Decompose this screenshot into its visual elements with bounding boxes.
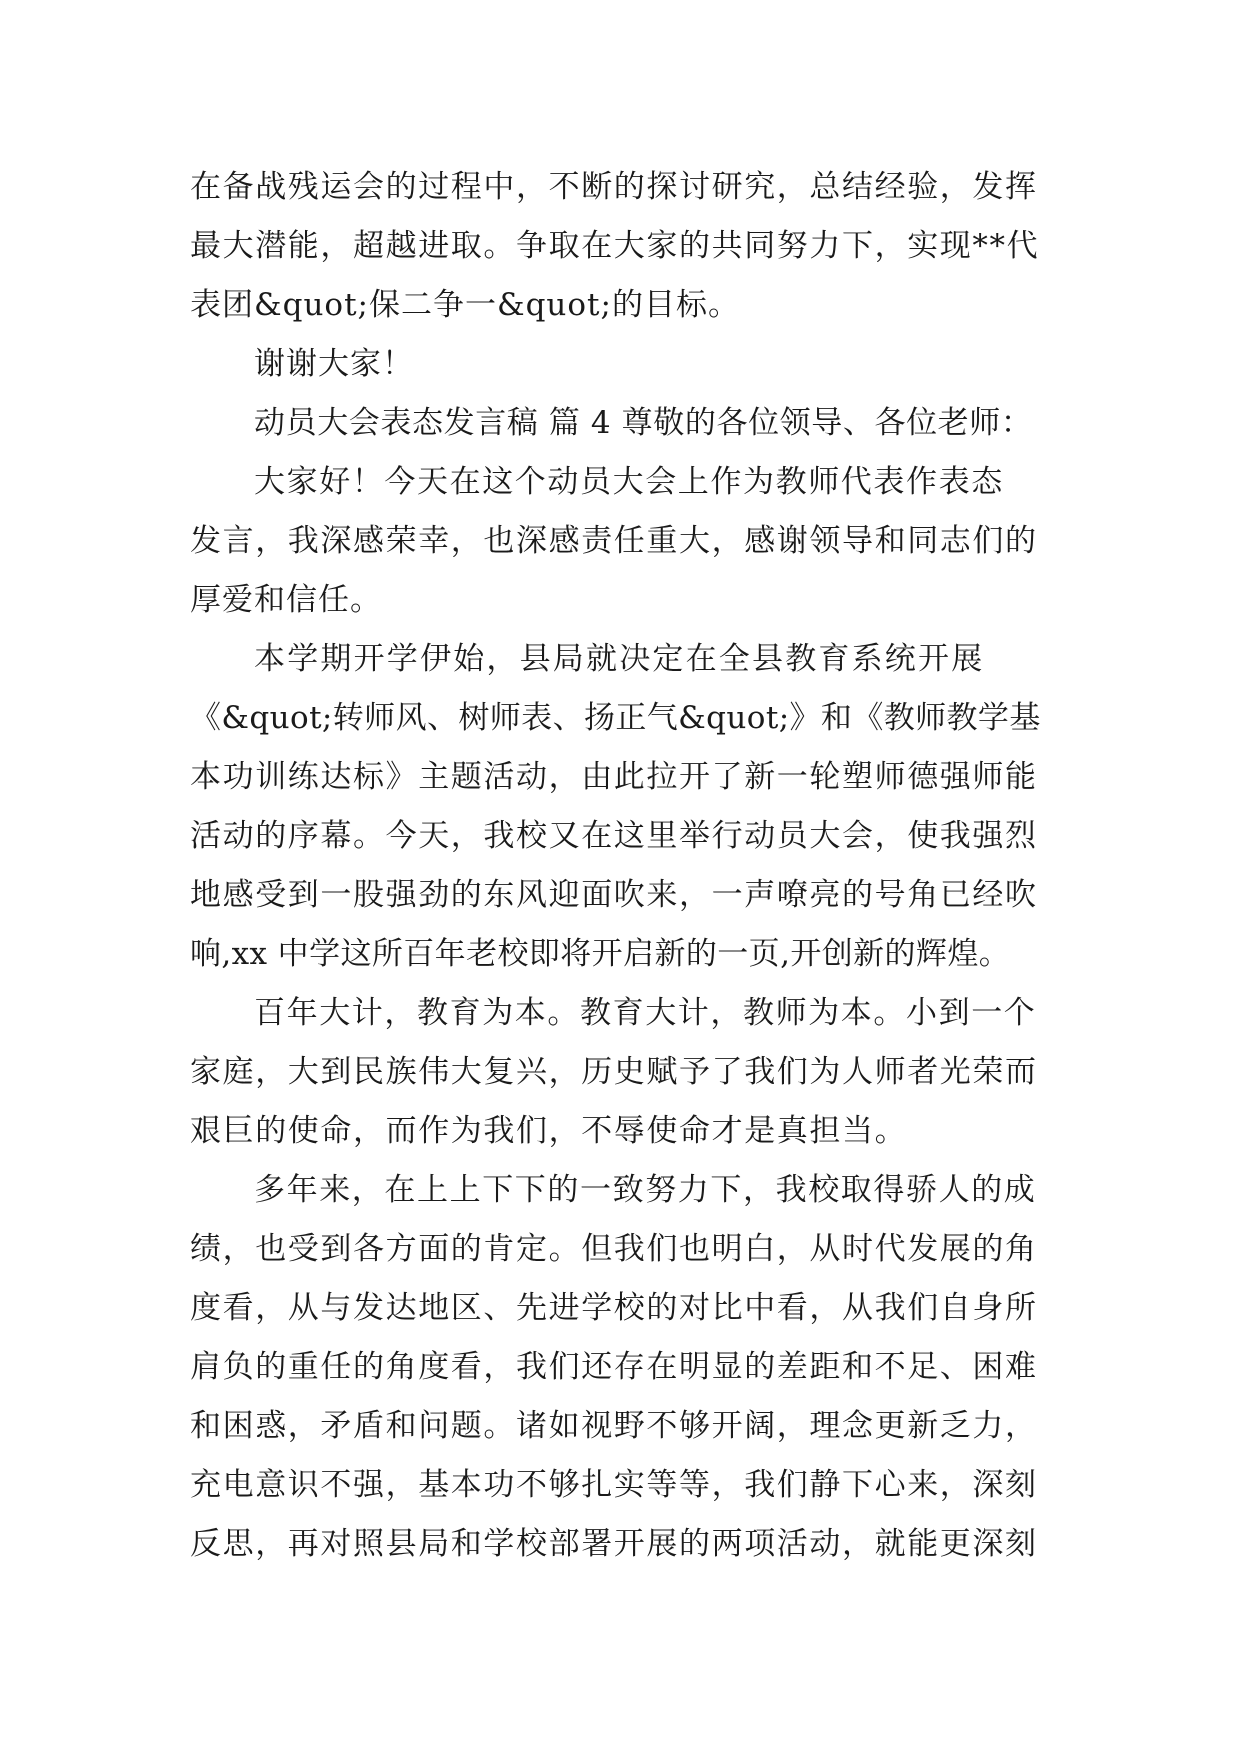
text-line: 表团&quot;保二争一&quot;的目标。 [190,287,740,323]
text-line: 最大潜能，超越进取。争取在大家的共同努力下，实现**代 [190,228,1040,264]
text-line: 度看，从与发达地区、先进学校的对比中看，从我们自身所 [190,1290,1038,1326]
text-line: 谢谢大家！ [254,346,414,382]
document-body [190,158,1050,1574]
text-line: 家庭，大到民族伟大复兴，历史赋予了我们为人师者光荣而 [190,1054,1038,1090]
text-line: 本功训练达标》主题活动，由此拉开了新一轮塑师德强师能 [190,759,1038,795]
text-line: 百年大计，教育为本。教育大计，教师为本。小到一个 [254,995,1037,1031]
text-line: 在备战残运会的过程中，不断的探讨研究，总结经验，发挥 [190,169,1038,205]
text-line: 本学期开学伊始，县局就决定在全县教育系统开展 [254,641,985,677]
text-line: 和困惑，矛盾和问题。诸如视野不够开阔，理念更新乏力， [190,1408,1038,1444]
text-line: 充电意识不强，基本功不够扎实等等，我们静下心来，深刻 [190,1467,1038,1503]
text-line: 动员大会表态发言稿 篇 4 尊敬的各位领导、各位老师： [254,405,1033,441]
text-line: 艰巨的使命，而作为我们，不辱使命才是真担当。 [190,1113,908,1149]
text-line: 肩负的重任的角度看，我们还存在明显的差距和不足、困难 [190,1349,1038,1385]
text-line: 大家好！今天在这个动员大会上作为教师代表作表态 [254,464,1004,500]
text-line: 发言，我深感荣幸，也深感责任重大，感谢领导和同志们的 [190,523,1038,559]
text-line: 绩，也受到各方面的肯定。但我们也明白，从时代发展的角 [190,1231,1038,1267]
text-line: 地感受到一股强劲的东风迎面吹来，一声嘹亮的号角已经吹 [190,877,1038,913]
text-line: 《&quot;转师风、树师表、扬正气&quot;》和《教师教学基 [190,700,1041,736]
text-line: 响,xx 中学这所百年老校即将开启新的一页,开创新的辉煌。 [190,936,1011,972]
text-line: 多年来，在上上下下的一致努力下，我校取得骄人的成 [254,1172,1037,1208]
text-line: 活动的序幕。今天，我校又在这里举行动员大会，使我强烈 [190,818,1038,854]
text-line: 反思，再对照县局和学校部署开展的两项活动，就能更深刻 [190,1526,1038,1562]
text-line: 厚爱和信任。 [190,582,382,618]
